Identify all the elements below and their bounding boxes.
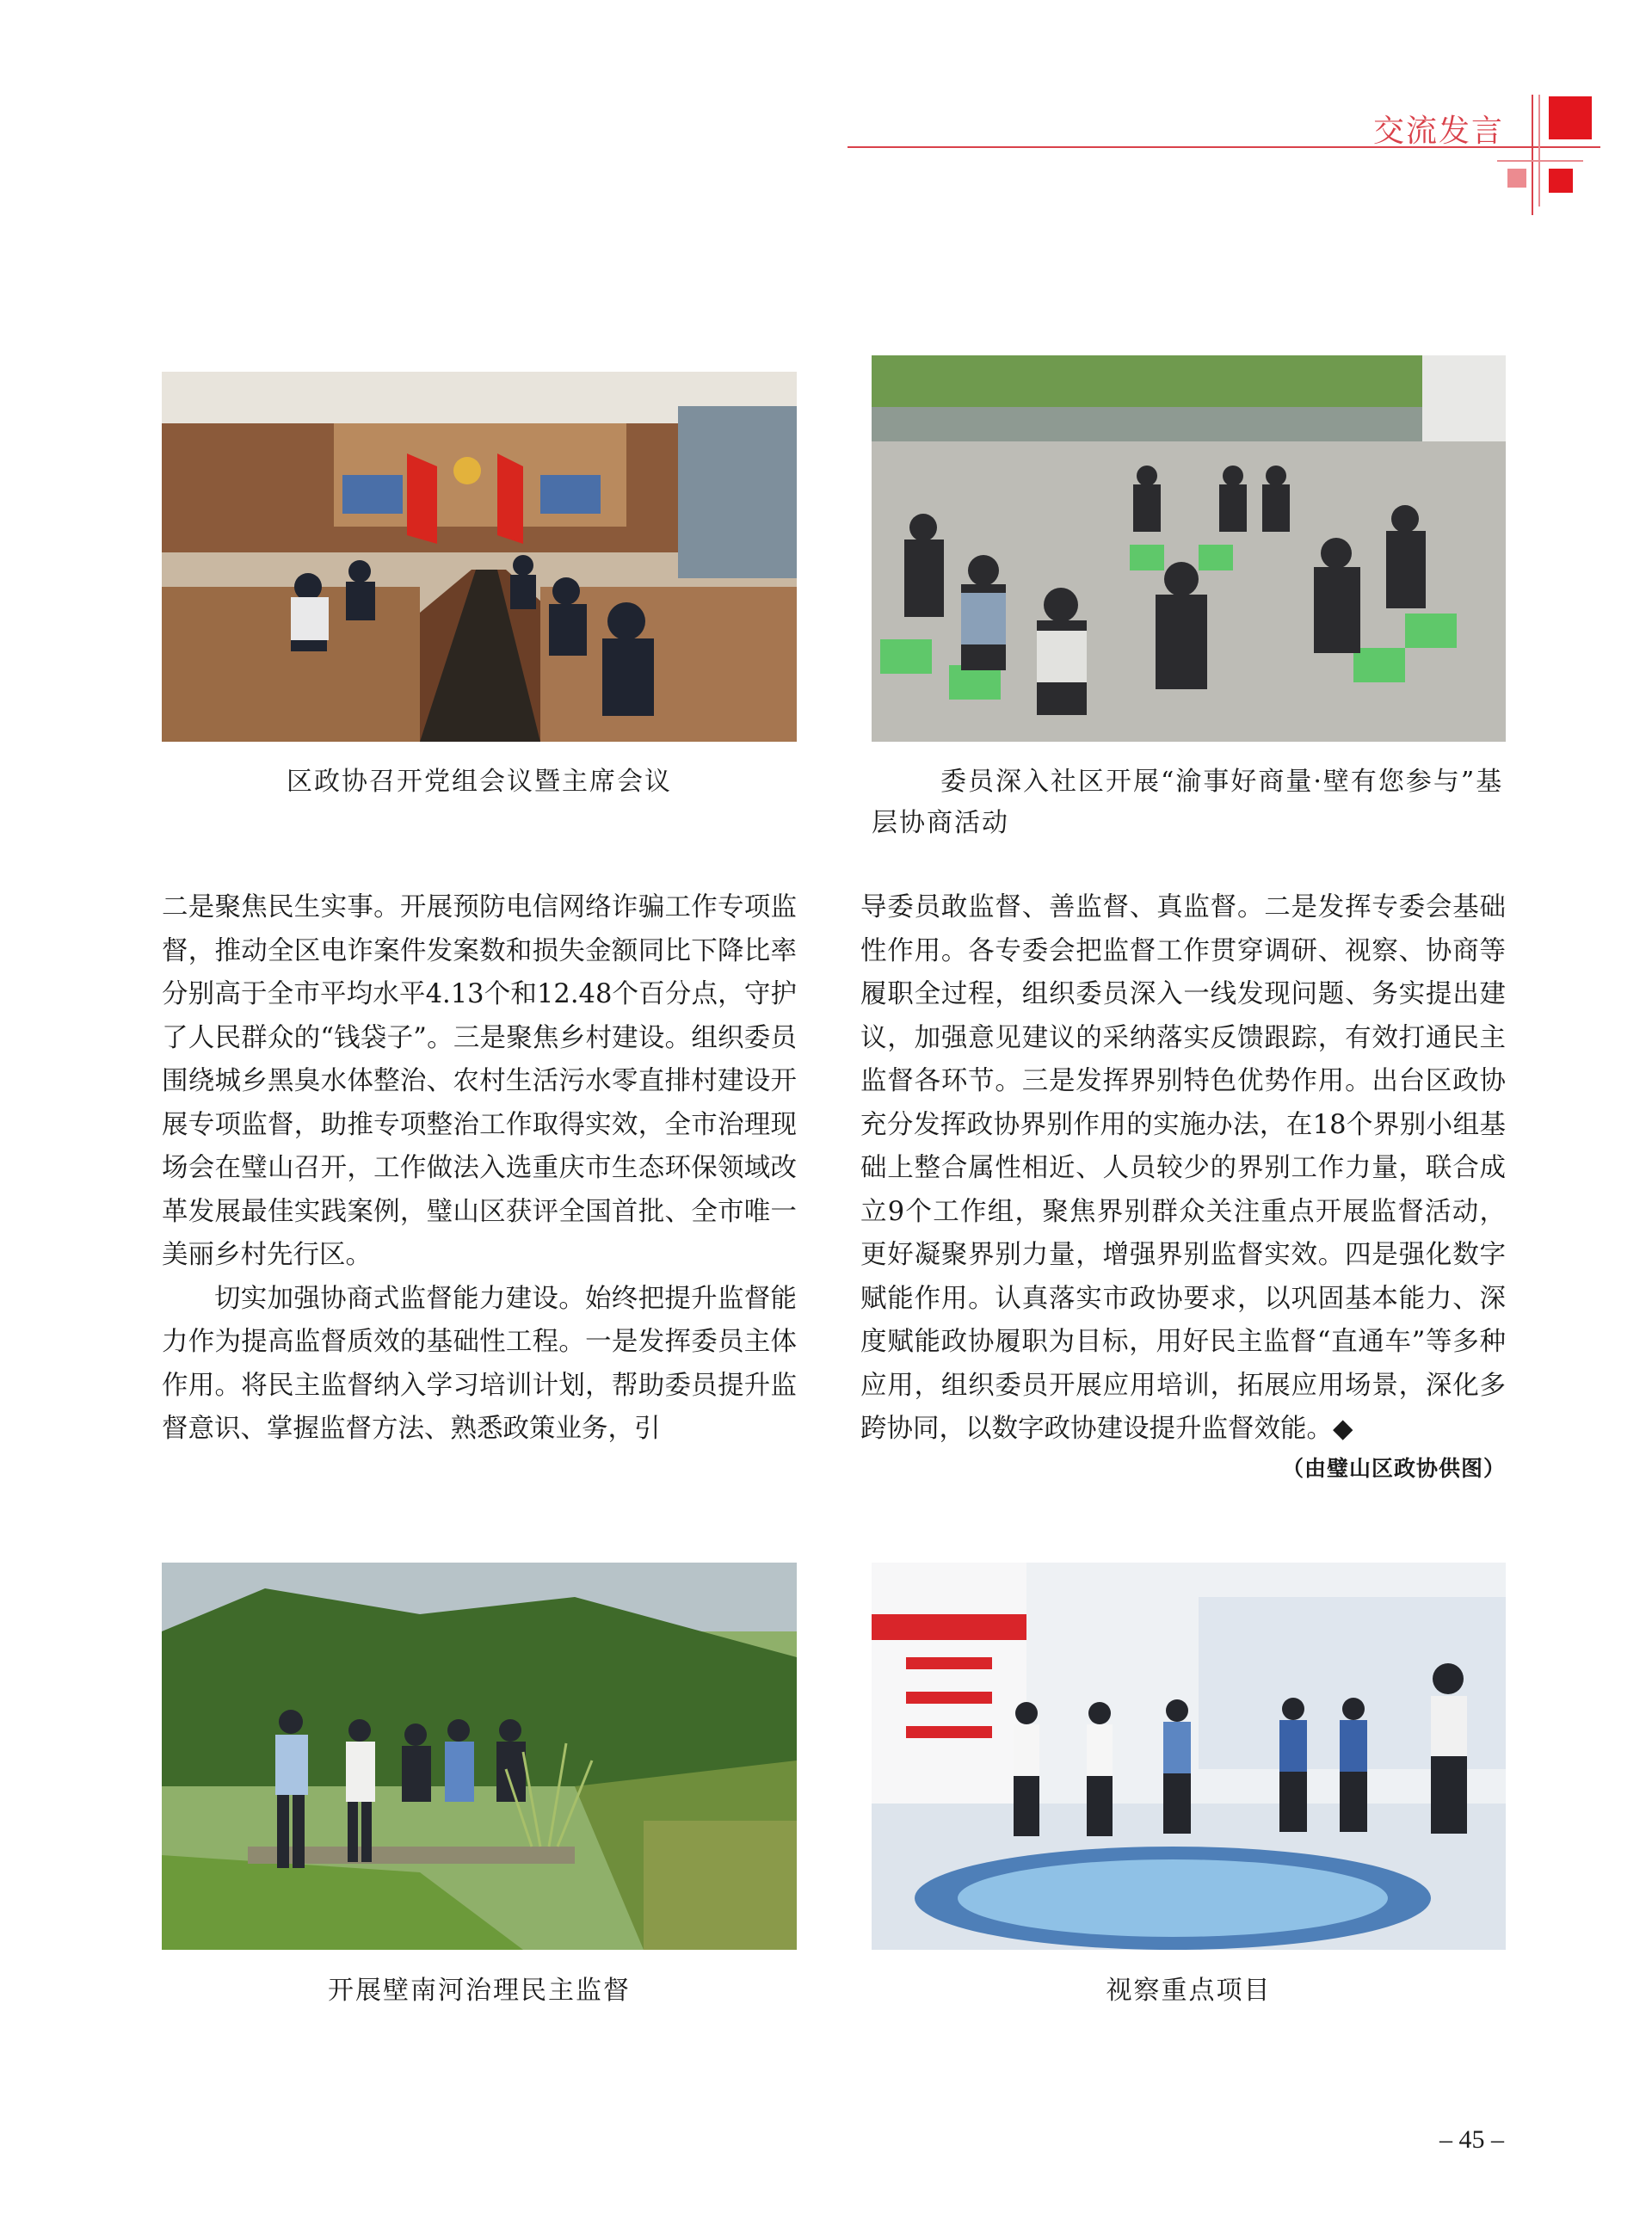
river-photo bbox=[162, 1563, 797, 1950]
header-ornament-line bbox=[1497, 160, 1583, 162]
photo-credit: （由璧山区政协供图） bbox=[1281, 1456, 1506, 1481]
body-paragraph: 二是聚焦民生实事。开展预防电信网络诈骗工作专项监督，推动全区电诈案件发案数和损失金额同比下降比率分别高于全市平均水平4.13个和12.48个百分点，守护了人民群众的“钱袋子”。三是聚焦乡村建设。组织委员围绕城乡黑臭水体整治、农村生活污水零直排村建设开展专项监督，助推专项整治工作取得实效，全市治理现场会在璧山召开，工作做法入选重庆市生态环保领域改革发展最佳实践案例，璧山区获评全国首批、全市唯一美丽乡村先行区。 bbox=[162, 892, 797, 1270]
community-photo bbox=[872, 355, 1506, 742]
body-paragraph: 切实加强协商式监督能力建设。始终把提升监督能力作为提高监督质效的基础性工程。一是发挥委员主体作用。将民主监督纳入学习培训计划，帮助委员提升监督意识、掌握监督方法、熟悉政策业务，引 bbox=[162, 1283, 797, 1444]
photo-caption: 区政协召开党组会议暨主席会议 bbox=[287, 767, 672, 797]
page-number: – 45 – bbox=[1439, 2125, 1504, 2154]
body-paragraph: 导委员敢监督、善监督、真监督。二是发挥专委会基础性作用。各专委会把监督工作贯穿调研、视察、协商等履职全过程，组织委员深入一线发现问题、务实提出建议，加强意见建议的采纳落实反馈跟踪，有效打通民主监督各环节。三是发挥界别特色优势作用。出台区政协充分发挥政协界别作用的实施办法，在18个界别小组基础上整合属性相近、人员较少的界别工作力量，联合成立9个工作组，聚焦界别群众关注重点开展监督活动，更好凝聚界别力量，增强界别监督实效。四是强化数字赋能作用。认真落实市政协要求，以巩固基本能力、深度赋能政协履职为目标，用好民主监督“直通车”等多种应用，组织委员开展应用培训，拓展应用场景，深化多跨协同，以数字政协建设提升监督效能。◆ bbox=[860, 892, 1506, 1444]
header-square-icon bbox=[1507, 169, 1526, 188]
photo-caption: 开展壁南河治理民主监督 bbox=[328, 1976, 631, 2006]
meeting-photo bbox=[162, 372, 797, 742]
section-title: 交流发言 bbox=[1372, 114, 1504, 149]
photo-caption: 视察重点项目 bbox=[1106, 1976, 1272, 2006]
header-square-icon bbox=[1549, 169, 1573, 193]
header-ornament-line bbox=[1532, 95, 1533, 215]
body-column-right bbox=[860, 886, 1506, 1452]
photo-caption: 委员深入社区开展“渝事好商量·壁有您参与”基层协商活动 bbox=[872, 767, 1504, 838]
exhibition-photo bbox=[872, 1563, 1506, 1950]
body-column-left bbox=[162, 886, 797, 1452]
header-ornament-line bbox=[1538, 95, 1540, 207]
header-square-icon bbox=[1549, 96, 1592, 139]
